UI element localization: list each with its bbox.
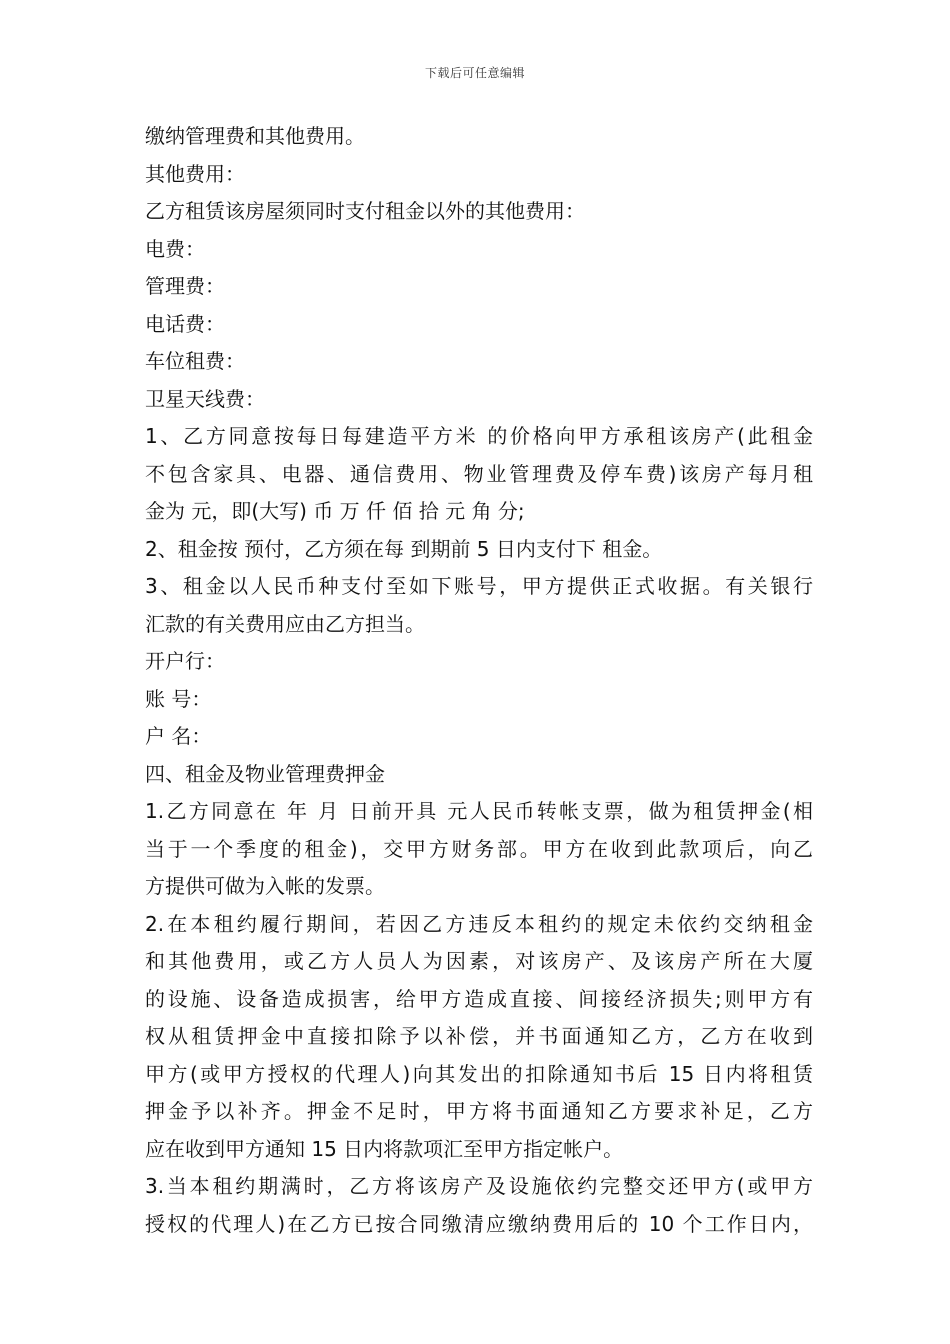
text-line: 甲方(或甲方授权的代理人)向其发出的扣除通知书后 15 日内将租赁 bbox=[145, 1061, 813, 1086]
text-line: 和其他费用，或乙方人员人为因素，对该房产、及该房产所在大厦 bbox=[145, 949, 813, 973]
text-line: 1.乙方同意在 年 月 日前开具 元人民币转帐支票，做为租赁押金(相 bbox=[145, 799, 813, 823]
text-line: 不包含家具、电器、通信费用、物业管理费及停车费)该房产每月租 bbox=[145, 461, 813, 486]
text-line: 当于一个季度的租金)，交甲方财务部。甲方在收到此款项后，向乙 bbox=[145, 836, 813, 861]
text-line: 汇款的有关费用应由乙方担当。 bbox=[145, 611, 425, 636]
text-line: 授权的代理人)在乙方已按合同缴清应缴纳费用后的 10 个工作日内， bbox=[145, 1211, 813, 1236]
text-line: 电费： bbox=[145, 236, 205, 261]
text-line: 1、乙方同意按每日每建造平方米 的价格向甲方承租该房产(此租金 bbox=[145, 424, 813, 448]
text-line: 应在收到甲方通知 15 日内将款项汇至甲方指定帐户。 bbox=[145, 1136, 624, 1161]
text-line: 其他费用： bbox=[145, 161, 245, 186]
text-line: 2.在本租约履行期间，若因乙方违反本租约的规定未依约交纳租金 bbox=[145, 911, 813, 936]
text-line: 方提供可做为入帐的发票。 bbox=[145, 874, 385, 898]
text-line: 3.当本租约期满时，乙方将该房产及设施依约完整交还甲方(或甲方 bbox=[145, 1174, 813, 1198]
text-line: 的设施、设备造成损害，给甲方造成直接、间接经济损失;则甲方有 bbox=[145, 986, 813, 1011]
text-line: 管理费： bbox=[145, 274, 225, 298]
text-line: 开户行： bbox=[145, 649, 225, 673]
text-line: 3、租金以人民币种支付至如下账号，甲方提供正式收据。有关银行 bbox=[145, 574, 813, 598]
text-line: 车位租费： bbox=[145, 349, 245, 373]
text-line: 缴纳管理费和其他费用。 bbox=[145, 124, 365, 148]
document-body bbox=[145, 118, 813, 1243]
header-note: 下载后可任意编辑 bbox=[424, 66, 525, 80]
text-line: 金为 元，即(大写) 币 万 仟 佰 拾 元 角 分; bbox=[145, 499, 525, 523]
section-heading: 四、租金及物业管理费押金 bbox=[145, 761, 385, 786]
text-line: 乙方租赁该房屋须同时支付租金以外的其他费用： bbox=[145, 199, 585, 223]
text-line: 押金予以补齐。押金不足时，甲方将书面通知乙方要求补足，乙方 bbox=[145, 1099, 813, 1123]
text-line: 2、租金按 预付，乙方须在每 到期前 5 日内支付下 租金。 bbox=[145, 536, 663, 561]
text-line: 电话费： bbox=[145, 311, 225, 336]
text-line: 户 名： bbox=[145, 724, 212, 748]
text-line: 账 号： bbox=[145, 686, 212, 711]
text-line: 权从租赁押金中直接扣除予以补偿，并书面通知乙方，乙方在收到 bbox=[145, 1024, 813, 1048]
text-line: 卫星天线费： bbox=[145, 386, 265, 411]
